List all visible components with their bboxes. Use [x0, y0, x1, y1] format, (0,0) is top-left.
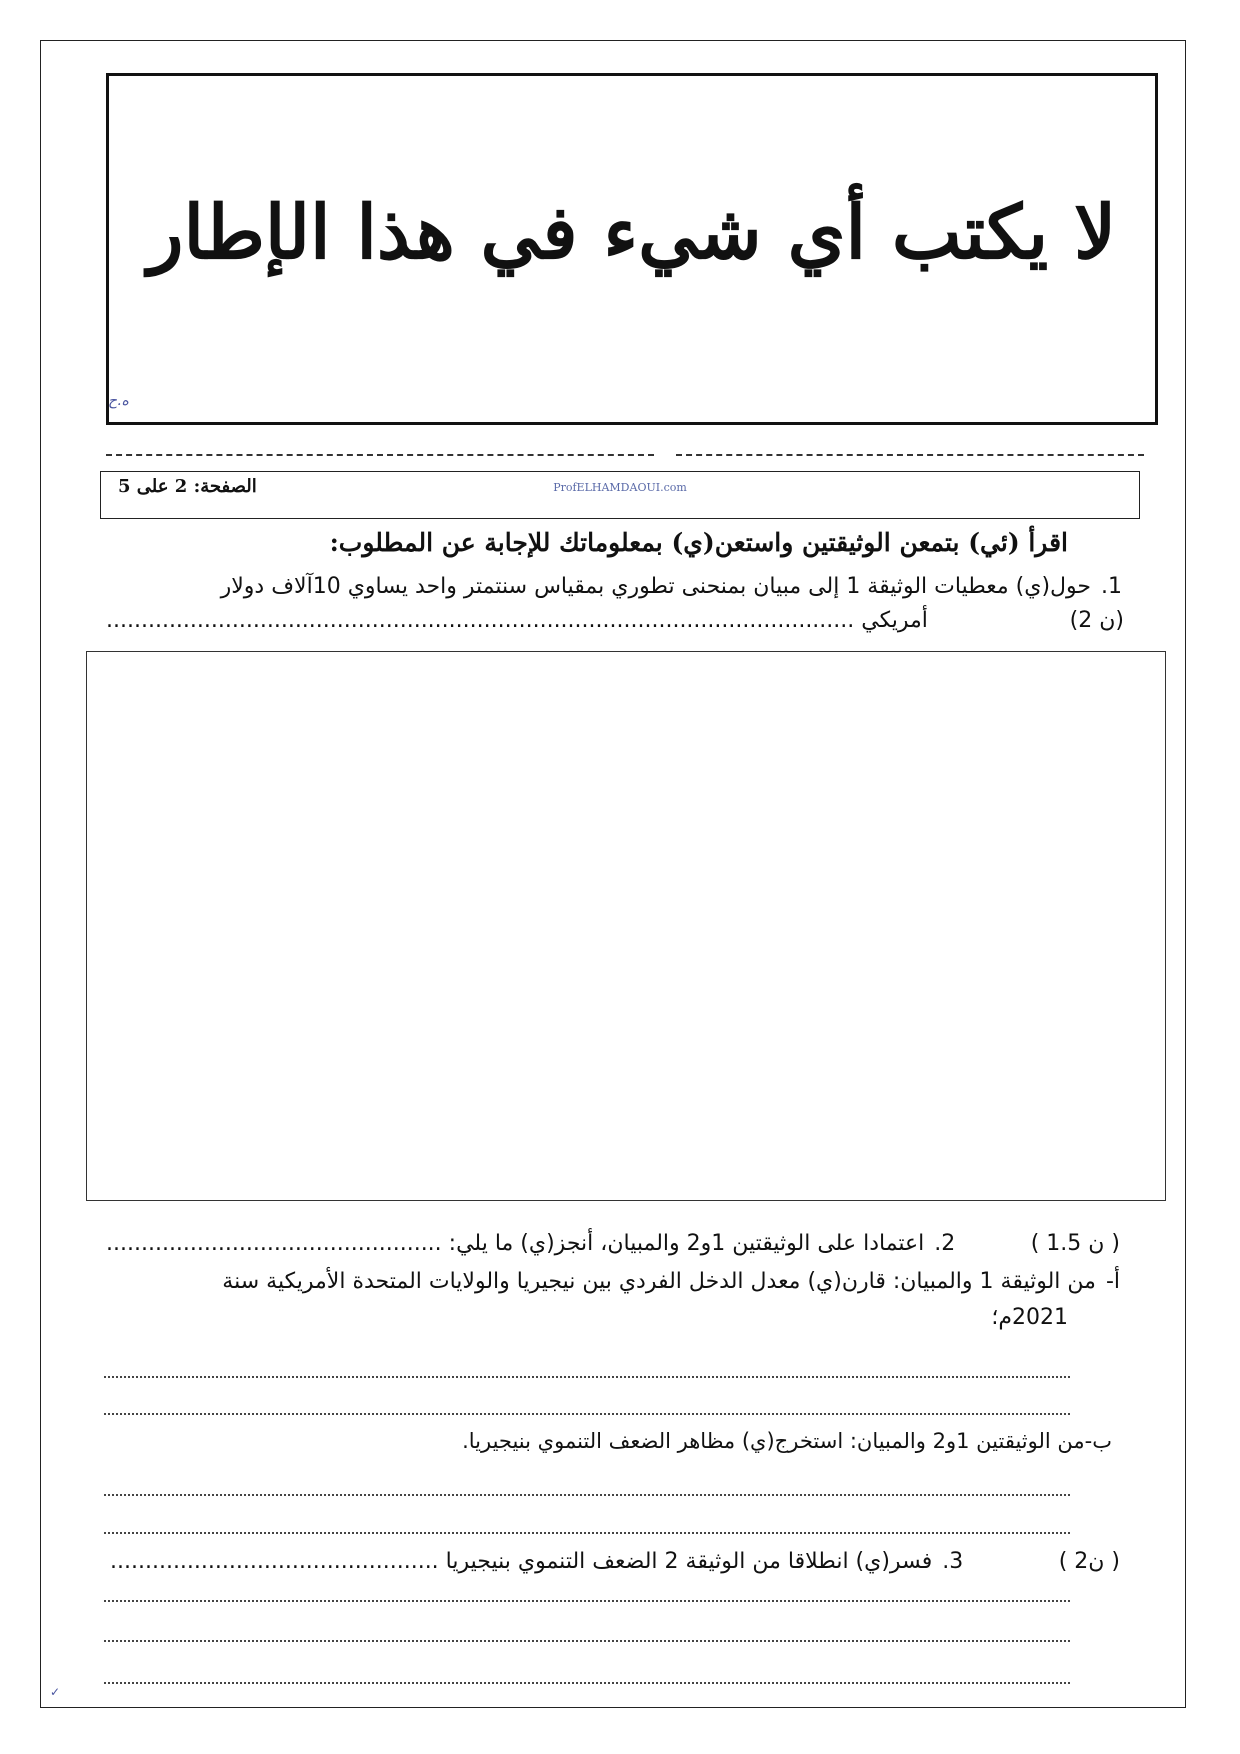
question-2a-line2: 2021م؛ — [991, 1305, 1068, 1330]
no-write-title: لا يكتب أي شيء في هذا الإطار — [147, 190, 1117, 276]
question-3-points: ( 2ن ) — [1058, 1549, 1120, 1574]
question-2a-label: أ- — [1105, 1269, 1120, 1294]
answer-line[interactable] — [104, 1600, 1070, 1602]
question-2-text: اعتمادا على الوثيقتين 1و2 والمبيان، أنجز(ي) ما يلي: ................................................ — [106, 1231, 925, 1256]
question-2a-line1: من الوثيقة 1 والمبيان: قارن(ي) معدل الدخل الفردي بين نيجيريا والولايات المتحدة الأمريكية سنة — [222, 1269, 1096, 1294]
graph-answer-area[interactable] — [86, 651, 1166, 1201]
answer-line[interactable] — [104, 1376, 1070, 1378]
page-number: الصفحة: 2 على 5 — [118, 476, 257, 497]
question-2a — [100, 1266, 1120, 1298]
instruction: اقرأ (ئي) بتمعن الوثيقتين واستعن(ي) بمعلوماتك للإجابة عن المطلوب: — [329, 528, 1068, 557]
site-watermark: ProfELHAMDAOUI.com — [553, 481, 687, 494]
answer-line[interactable] — [104, 1640, 1070, 1642]
question-1 — [112, 571, 1122, 603]
cut-line-right — [676, 454, 1144, 456]
question-2b-label: ب- — [1084, 1429, 1112, 1453]
question-3-text: فسر(ي) انطلاقا من الوثيقة 2 الضعف التنموي بنيجيريا ............................................... — [110, 1549, 933, 1574]
question-1-line2-row — [106, 605, 1124, 637]
question-2b — [112, 1426, 1112, 1456]
question-2-number: 2. — [934, 1231, 956, 1256]
question-1-line2: أمريكي ........................................................................................................... — [106, 608, 928, 633]
question-1-line1: حول(ي) معطيات الوثيقة 1 إلى مبيان بمنحنى تطوري بمقياس سنتمتر واحد يساوي 10آلاف دولار — [220, 574, 1091, 599]
question-3-row — [110, 1546, 1120, 1578]
cut-line-left — [106, 454, 654, 456]
answer-line[interactable] — [104, 1532, 1070, 1534]
question-3-number: 3. — [942, 1549, 964, 1574]
margin-mark-icon: ✓ — [50, 1685, 61, 1699]
answer-line[interactable] — [104, 1682, 1070, 1684]
question-2-points: ( 1.5 ن ) — [1030, 1231, 1120, 1256]
question-1-number: 1. — [1101, 574, 1122, 599]
question-2-row — [106, 1228, 1120, 1260]
question-1-points: (2 ن) — [1069, 608, 1124, 633]
answer-line[interactable] — [104, 1494, 1070, 1496]
question-2b-text: من الوثيقتين 1و2 والمبيان: استخرج(ي) مظاهر الضعف التنموي بنيجيريا. — [462, 1429, 1085, 1453]
answer-line[interactable] — [104, 1413, 1070, 1415]
grader-initials: ه.ح — [108, 393, 129, 409]
